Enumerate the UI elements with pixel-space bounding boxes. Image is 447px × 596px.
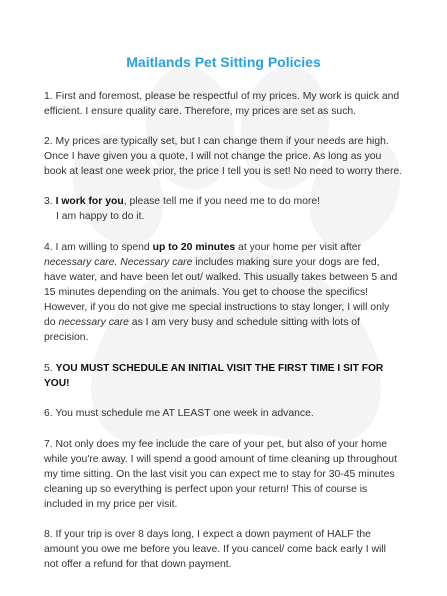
policy-4-part2: at your home per visit after	[235, 242, 362, 253]
policy-5-text: YOU MUST SCHEDULE AN INITIAL VISIT THE FIRST TIME I SIT FOR YOU!	[44, 363, 384, 389]
policy-item-7: 7. Not only does my fee include the care of your pet, but also of your home while you're away. I will spend a good amount of time cleaning up throughout my time sitting. On the last visit you can expect me to stay for 30-45 minutes cleaning up so everything is perfect upon your return! This of course is included in my price per visit.	[44, 439, 397, 510]
policy-4-bold: up to 20 minutes	[152, 242, 236, 253]
policy-4-italic-1: necessary care. Necessary care	[44, 257, 193, 268]
policy-4-part1: 4. I am willing to spend	[44, 242, 153, 253]
policy-4-italic-2: necessary care	[58, 317, 129, 328]
policy-item-3	[44, 194, 403, 224]
policy-3-bold: I work for you	[55, 196, 124, 207]
policy-item-5	[44, 361, 403, 391]
policy-3-number: 3.	[44, 196, 56, 207]
policy-item-8: 8. If your trip is over 8 days long, I expect a down payment of HALF the amount you owe me before you leave. If you cancel/ come back early I will not offer a refund for that down payment.	[44, 529, 386, 570]
policy-item-1: 1. First and foremost, please be respectful of my prices. My work is quick and efficient. I ensure quality care. Therefore, my prices are set as such.	[44, 91, 400, 117]
policy-4-part4: as I am very busy and schedule sitting with lots of precision.	[44, 317, 360, 343]
policy-item-6: 6. You must schedule me AT LEAST one week in advance.	[44, 408, 314, 419]
policy-item-2: 2. My prices are typically set, but I can change them if your needs are high. Once I have given you a quote, I will not change the price. As long as you book at least one week prior, the price I tell you is set! No need to worry there.	[44, 136, 403, 177]
policy-5-number: 5.	[44, 363, 56, 374]
policy-3-line2: I am happy to do it.	[56, 211, 145, 222]
policy-item-4	[44, 240, 403, 345]
page-title: Maitlands Pet Sitting Policies	[126, 54, 321, 70]
policy-3-rest: , please tell me if you need me to do more!	[123, 196, 321, 207]
policy-4-part3: includes making sure your dogs are fed, have water, and have been let out/ walked. This usually takes between 5 and 15 minutes depending on the animals. You get to choose the specifics! However, if you do not give me special instructions to stay longer, I will only do	[44, 257, 398, 328]
